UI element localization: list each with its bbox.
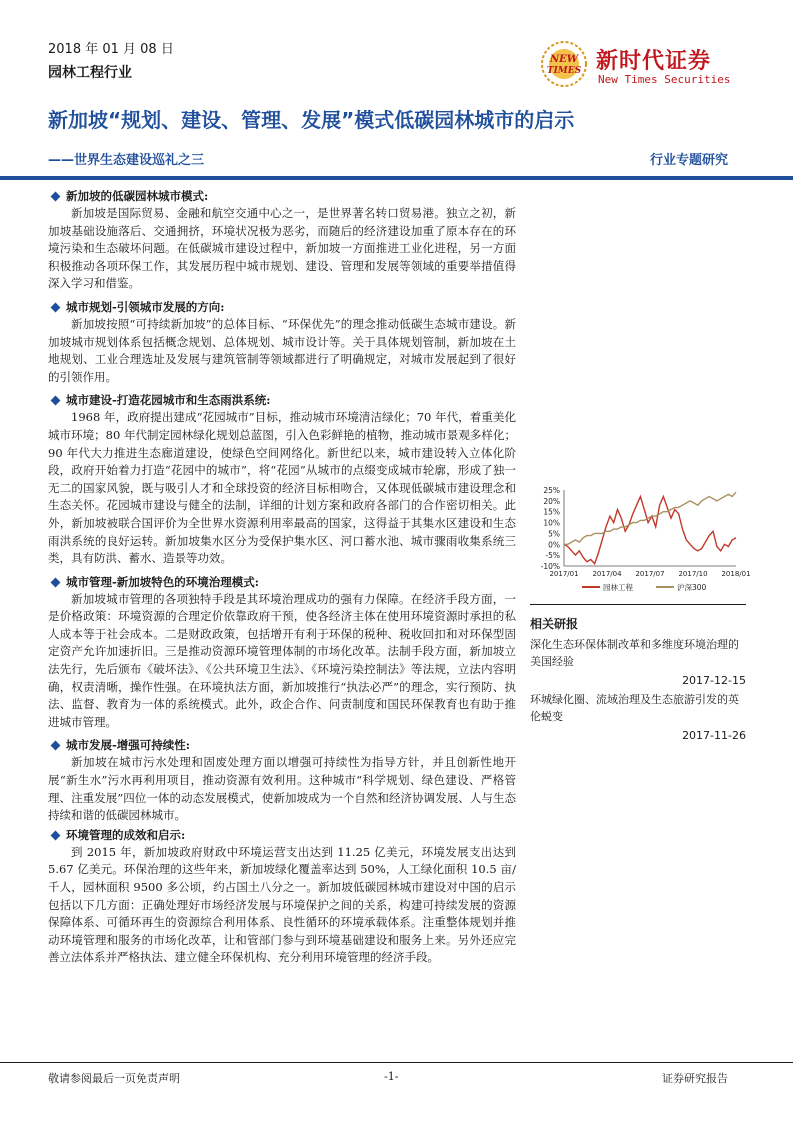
section-body: 到 2015 年，新加坡政府财政中环境运营支出达到 11.25 亿美元，环境发展支出达到 5.67 亿美元。环保治理的这些年来，新加坡绿化覆盖率达到 50%，人工绿化面积 10.5 亩/千人，园林面积 9500 多公顷，约占国土八分之一。新加坡低碳园林城市建设对中国的启示包括以下几方面：正确处理好市场经济发展与环境保护之间的关系，构建可持续发展的资源保障体系、可循环再生的资源综合利用体系、良性循环的环境承载体系。注重整体规划并推动环境管理和服务的市场化改革，让和管部门参与到环境基础建设和服务上来。另外还应完善立法体系并严格执法、建立健全环保机构、充分利用环境管理的经济手段。 — [48, 844, 516, 965]
related-report-title[interactable]: 环城绿化圈、流域治理及生态旅游引发的英伦蜕变 — [530, 693, 739, 723]
y-tick-label: 10% — [543, 518, 560, 528]
section-body: 新加坡城市管理的各项独特手段是其环境治理成功的强有力保障。在经济手段方面，一是价格政策：环境资源的合理定价依靠政府干预，使各经济主体在使用环境资源时承担的私人成本等于社会成本。二是财政政策，包括增开有利于环保的税种、税收回扣和对环保型固定资产允许加速折旧。三是推动资源环境管理体制的市场化改革。法制手段方面，新加坡立法先行，先后颁布《破坏法》、《公共环境卫生法》、《环境污染控制法》等法规，立法内容明确，权责清晰，操作性强。在环境执法方面，新加坡推行“执法必严”的理念，实行预防、执法、监督、教育为一体的系统模式。此外，政企合作、问责制度和国民环保教育也有助于推进城市管理。 — [48, 591, 516, 729]
new-times-logo-mark — [534, 38, 594, 90]
bullet-diamond-icon — [51, 396, 61, 406]
header-divider — [0, 176, 793, 180]
section-heading: 城市发展-增强可持续性: — [66, 738, 191, 753]
page-number: -1- — [384, 1070, 399, 1083]
section-urban-construction — [48, 392, 516, 567]
logo-mark-bottom: TIMES — [546, 66, 582, 76]
main-content — [48, 188, 516, 967]
section-urban-management — [48, 574, 516, 732]
x-tick-label: 2017/10 — [678, 570, 708, 578]
y-tick-label: 5% — [548, 529, 560, 539]
section-heading: 环境管理的成效和启示: — [66, 827, 186, 842]
section-body: 新加坡按照“可持续新加坡”的总体目标、“环保优先”的理念推动低碳生态城市建设。新加坡城市规划体系包括概念规划、总体规划、城市设计等。关于具体规划管制，新加坡在土地规划、工业合理选址及发展与建筑管制等领域都进行了明确规定，对城市发展起到了很好的引领作用。 — [48, 316, 516, 384]
section-low-carbon-model — [48, 188, 516, 293]
section-results — [48, 827, 516, 967]
bullet-diamond-icon — [51, 577, 61, 587]
series-line-landscape — [564, 497, 736, 564]
bullet-diamond-icon — [51, 303, 61, 313]
x-tick-label: 2017/01 — [549, 570, 579, 578]
related-report-date: 2017-11-26 — [682, 729, 746, 742]
related-report-title[interactable]: 深化生态环保体制改革和多维度环境治理的美国经验 — [530, 638, 739, 668]
section-body: 1968 年，政府提出建成“花园城市”目标，推动城市环境清洁绿化；70 年代，着重美化城市环境；80 年代制定园林绿化规划总蓝图，引入色彩鲜艳的植物，推动城市景观多样化；90 年代大力推进生态廊道建设，使绿色空间网络化。新世纪以来，城市建设转入立体化阶段，政府开始着力打造“花园中的城市”，将“花园”从城市的点缀变成城市轮廓，形成了独一无二的国家风貌，既与吸引人才和全球投资的经济目标相吻合，又体现低碳城市建设理念和生态关怀。花园城市建设与健全的法制，详细的计划方案和政府各部门的合作密切相关。此外，新加坡被联合国评价为全世界水资源利用率最高的国家，这得益于其集水区建设和生态雨洪系统的良好运转。新加坡集水区分为受保护集水区、河口蓄水池、城市骤雨收集系统三类，具有防洪、蓄水、造景等功效。 — [48, 410, 516, 566]
y-tick-label: -10% — [540, 562, 560, 571]
section-heading: 城市规划-引领城市发展的方向: — [66, 299, 225, 314]
logo-mark-top: NEW — [550, 54, 578, 65]
x-tick-label: 2018/01 — [721, 570, 751, 578]
industry-label: 园林工程行业 — [48, 65, 132, 81]
y-tick-label: 0% — [548, 540, 560, 550]
footer-divider — [0, 1062, 793, 1063]
report-subtitle: ——世界生态建设巡礼之三 — [48, 153, 205, 168]
y-tick-label: 20% — [543, 496, 560, 506]
sidebar — [530, 486, 751, 742]
y-tick-label: 15% — [543, 507, 560, 517]
report-title: 新加坡“规划、建设、管理、发展”模式低碳园林城市的启示 — [48, 108, 575, 132]
logo-name-cn: 新时代证券 — [596, 48, 712, 74]
legend-label: 园林工程 — [603, 583, 633, 592]
legend-label: 沪深300 — [677, 583, 707, 592]
bullet-diamond-icon — [51, 192, 61, 202]
section-body: 新加坡在城市污水处理和固废处理方面以增强可持续性为指导方针，并且创新性地开展“新生水”污水再利用项目，推动资源有效利用。这种城市“科学规划、绿色建设、严格管理、注重发展”四位一体的动态发展模式，使新加坡成为一个自然和经济协调发展、人与生态持续和谐的低碳园林城市。 — [48, 755, 516, 823]
section-body: 新加坡是国际贸易、金融和航空交通中心之一，是世界著名转口贸易港。独立之初，新加坡基础设施落后、交通拥挤，环境状况极为恶劣，而随后的经济建设加重了原本存在的环境污染和生态破坏问题。在低碳城市建设过程中，新加坡一方面推进工业化进程，另一方面积极推动各项环保工作，其发展历程中城市规划、建设、管理和发展等领域的重要举措值得深入学习和借鉴。 — [48, 206, 516, 291]
x-tick-label: 2017/07 — [635, 570, 665, 578]
x-tick-label: 2017/04 — [592, 570, 622, 578]
performance-chart — [530, 486, 751, 598]
section-heading: 城市管理-新加坡特色的环境治理模式: — [66, 574, 260, 589]
y-tick-label: 25% — [543, 486, 560, 495]
bullet-diamond-icon — [51, 830, 61, 840]
sidebar-divider — [530, 604, 746, 605]
y-tick-label: -5% — [545, 551, 560, 561]
performance-chart-svg — [530, 486, 751, 598]
section-heading: 城市建设-打造花园城市和生态雨洪系统: — [66, 393, 271, 408]
section-urban-planning — [48, 299, 516, 386]
report-date: 2018 年 01 月 08 日 — [48, 42, 174, 57]
related-report-date: 2017-12-15 — [682, 674, 746, 687]
footer-disclaimer[interactable]: 敬请参阅最后一页免责声明 — [48, 1072, 180, 1085]
report-type: 行业专题研究 — [650, 153, 729, 168]
footer-label: 证券研究报告 — [662, 1072, 728, 1085]
section-urban-development — [48, 737, 516, 824]
related-heading: 相关研报 — [530, 617, 579, 631]
bullet-diamond-icon — [51, 741, 61, 751]
section-heading: 新加坡的低碳园林城市模式: — [66, 189, 209, 203]
logo-name-en: New Times Securities — [598, 73, 731, 86]
